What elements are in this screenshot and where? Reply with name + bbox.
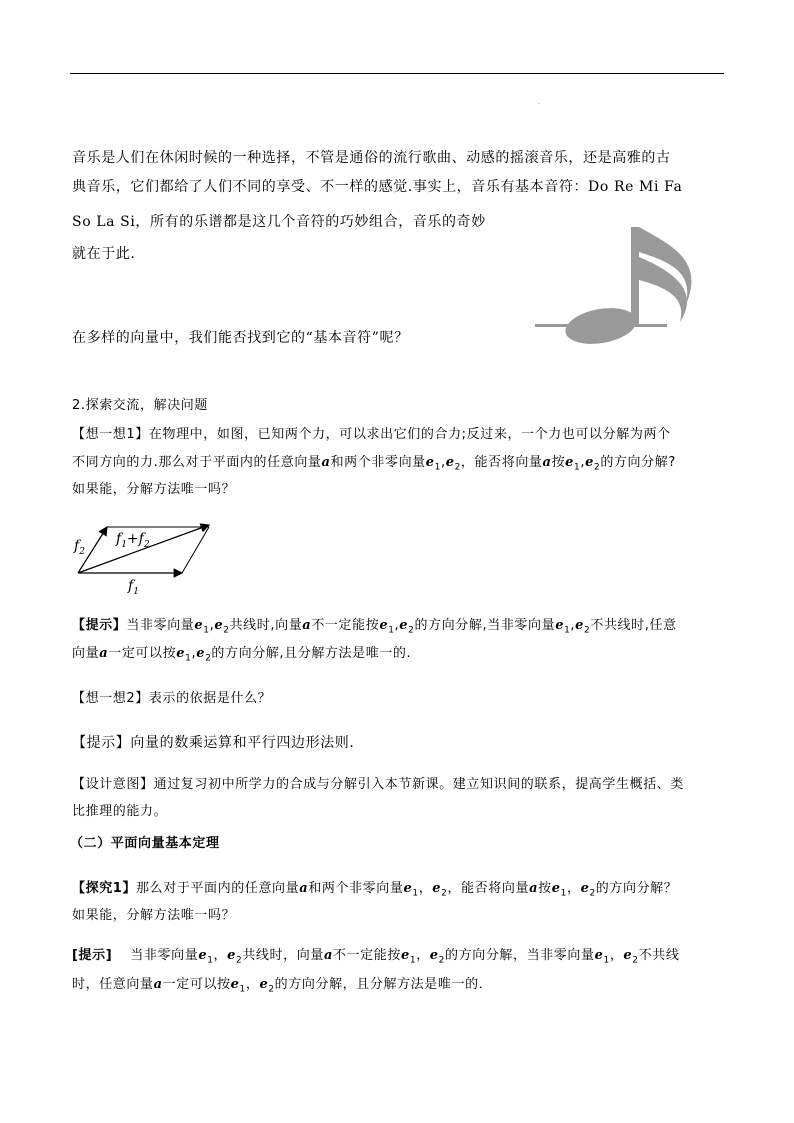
think1-text: 的方向分解? (600, 455, 676, 470)
comma: ， (566, 881, 581, 896)
explore1-line-2: 如果能，分解方法唯一吗？ (72, 908, 236, 923)
think1-text: 不同方向的力.那么对于平面内的任意向量 (72, 455, 322, 470)
hint1-text: 向量 (72, 646, 100, 661)
vector-e2: e (432, 881, 442, 896)
subscript: 2 (268, 984, 275, 995)
hint1-line-1 (72, 616, 677, 641)
hint1-text: 当非零向量 (126, 618, 195, 633)
subscript: 1 (434, 462, 441, 473)
vector-e1: e (230, 977, 240, 992)
theorem-hint-text: 共线时，向量 (242, 948, 324, 963)
subscript: 1 (185, 653, 192, 664)
subscript: 1 (560, 888, 567, 899)
think1-line-3: 如果能，分解方法唯一吗？ (72, 482, 236, 497)
explore1-text: 的方向分解？ (595, 881, 678, 896)
theorem-hint-line-2 (72, 975, 492, 1000)
comma: , (191, 646, 197, 661)
vector-e2: e (575, 618, 585, 633)
theorem-heading: （二）平面向量基本定理 (70, 836, 220, 851)
comma: , (209, 618, 215, 633)
think1-text: ，能否将向量 (460, 455, 543, 470)
subscript: 1 (239, 984, 246, 995)
vector-e1: e (198, 948, 208, 963)
intro-line-3: So La Si，所有的乐谱都是这几个音符的巧妙组合，音乐的奇妙 (72, 214, 486, 230)
subscript: 2 (438, 955, 445, 966)
vector-e2: e (196, 646, 206, 661)
hint1-text: 一定可以按 (108, 646, 177, 661)
explore1-text: 按 (538, 881, 552, 896)
vector-e2: e (585, 455, 594, 470)
vector-e1: e (194, 618, 204, 633)
vector-e2: e (227, 948, 236, 963)
vector-e1: e (176, 646, 186, 661)
theorem-hint-text: 一定可以按 (162, 977, 231, 992)
theorem-hint-text: 时，任意向量 (72, 977, 154, 992)
subscript: 2 (205, 653, 212, 664)
hint1-text: 的方向分解,且分解方法是唯一的. (211, 646, 412, 661)
subscript: 2 (584, 625, 591, 636)
vector-e2: e (214, 618, 224, 633)
vector-e1: e (400, 948, 410, 963)
subscript: 1 (388, 625, 395, 636)
theorem-hint-tag: [提示] (72, 948, 113, 963)
label-f1-plus-f2: $f_1+f_2$ (116, 531, 150, 550)
subscript: 2 (223, 625, 230, 636)
intro-line-1: 音乐是人们在休闲时候的一种选择，不管是通俗的流行歌曲、动感的摇滚音乐，还是高雅的古 (72, 150, 671, 166)
comma: ， (245, 977, 260, 992)
subscript: 2 (441, 888, 448, 899)
comma: ， (418, 881, 433, 896)
vector-a: a (321, 455, 331, 470)
subscript: 1 (603, 955, 610, 966)
vector-e1: e (379, 618, 389, 633)
hint1-text: 的方向分解,当非零向量 (414, 618, 556, 633)
theorem-hint-text: 的方向分解，且分解方法是唯一的． (274, 977, 493, 992)
think2-line: 【想一想2】表示的依据是什么？ (72, 691, 272, 706)
vector-e1: e (425, 455, 435, 470)
think1-tag: 【想一想1】 (72, 427, 149, 442)
comma: , (394, 618, 400, 633)
intro-line-2: 典音乐，它们都给了人们不同的享受、不一样的感觉.事实上，音乐有基本音符：Do Re Mi Fa (72, 179, 683, 195)
subscript: 1 (574, 462, 581, 473)
comma: ， (609, 948, 624, 963)
vector-a: a (323, 948, 333, 963)
explore1-text: 和两个非零向量 (308, 881, 404, 896)
comma: , (570, 618, 576, 633)
hint1-text: 不一定能按 (311, 618, 380, 633)
hint2-line: 【提示】向量的数乘运算和平行四边形法则. (72, 735, 355, 751)
subscript: 2 (236, 955, 243, 966)
vector-e2: e (580, 881, 590, 896)
label-f1: $f_1$ (128, 578, 139, 597)
label-f2: $f_2$ (74, 538, 85, 557)
subscript: 2 (589, 888, 596, 899)
think1-text: 按 (551, 455, 566, 470)
music-note-icon (535, 222, 705, 352)
comma: , (440, 455, 446, 470)
intro-question: 在多样的向量中，我们能否找到它的“基本音符”呢？ (72, 330, 409, 346)
hint1-text: 不共线时,任意 (590, 618, 677, 633)
vector-e2: e (623, 948, 633, 963)
vector-a: a (302, 618, 312, 633)
intro-line-4: 就在于此. (72, 246, 136, 262)
comma: , (580, 455, 586, 470)
vector-e1: e (551, 881, 561, 896)
subscript: 2 (632, 955, 639, 966)
subscript: 1 (412, 888, 419, 899)
design-intent-line-2: 比推理的能力。 (72, 804, 168, 819)
vector-e1: e (565, 455, 575, 470)
subscript: 1 (203, 625, 210, 636)
explore1-line-1 (72, 879, 677, 904)
hint1-line-2 (72, 644, 411, 669)
force-parallelogram-diagram (70, 518, 220, 598)
subscript: 1 (409, 955, 417, 966)
think1-text: 在物理中，如图，已知两个力，可以求出它们的合力;反过来，一个力也可以分解为两个 (148, 427, 671, 442)
comma: ， (416, 948, 430, 963)
vector-a: a (542, 455, 552, 470)
design-intent-line-1: 【设计意图】通过复习初中所学力的合成与分解引入本节新课。建立知识间的联系，提高学生概括、类 (72, 777, 685, 792)
vector-a: a (99, 646, 109, 661)
explore1-text: 那么对于平面内的任意向量 (136, 881, 300, 896)
subscript: 1 (564, 625, 571, 636)
header-rule (70, 73, 724, 74)
explore1-tag: 【探究1】 (72, 881, 137, 896)
theorem-hint-text: 当非零向量 (130, 948, 199, 963)
vector-e2: e (259, 977, 269, 992)
vector-a: a (153, 977, 163, 992)
subscript: 2 (593, 462, 601, 473)
vector-e2: e (445, 455, 455, 470)
hint1-text: 共线时,向量 (229, 618, 303, 633)
hint1-tag: 【提示】 (72, 618, 127, 633)
theorem-hint-text: 不共线 (638, 948, 680, 963)
theorem-hint-line-1 (72, 946, 679, 971)
think1-line-1 (72, 425, 671, 445)
header-dot: . (538, 99, 540, 106)
theorem-hint-text: 不一定能按 (332, 948, 401, 963)
subscript: 2 (408, 625, 415, 636)
vector-e1: e (403, 881, 413, 896)
subscript: 2 (454, 462, 461, 473)
think1-text: 和两个非零向量 (330, 455, 426, 470)
section2-heading: 2.探索交流，解决问题 (72, 398, 209, 413)
theorem-hint-text: 的方向分解，当非零向量 (445, 948, 595, 963)
think1-line-2 (72, 453, 676, 478)
vector-a: a (529, 881, 539, 896)
subscript: 1 (207, 955, 214, 966)
vector-e1: e (594, 948, 604, 963)
vector-e1: e (555, 618, 565, 633)
explore1-text: ，能否将向量 (447, 881, 530, 896)
vector-a: a (299, 881, 309, 896)
comma: ， (213, 948, 228, 963)
vector-e2: e (429, 948, 439, 963)
vector-e2: e (399, 618, 409, 633)
